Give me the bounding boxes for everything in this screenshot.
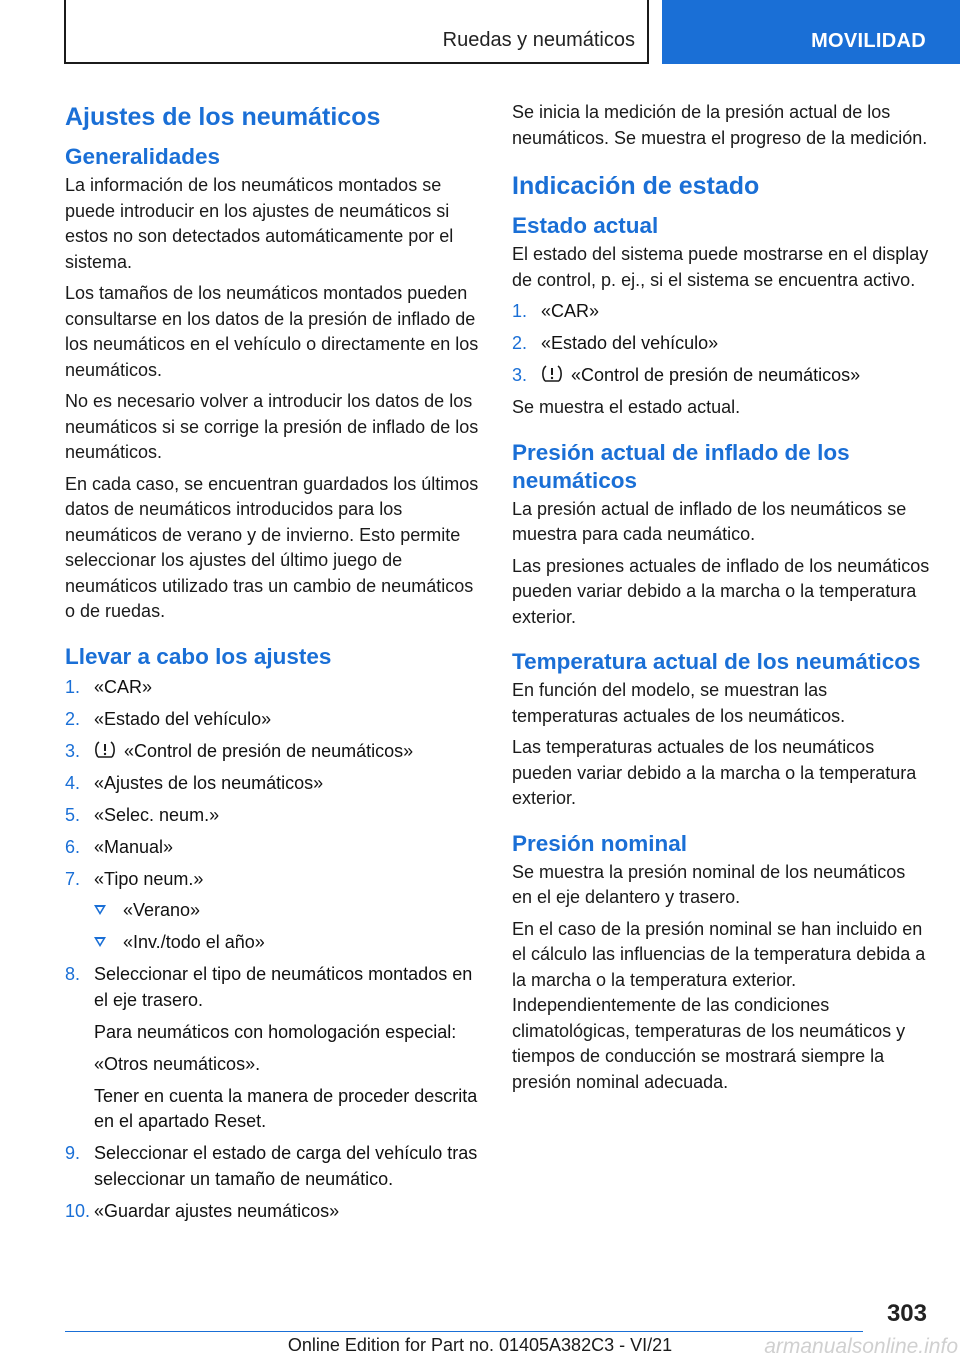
- header-section-title: Ruedas y neumáticos: [442, 29, 635, 51]
- step-number: 9.: [65, 1143, 81, 1163]
- current-temperature-heading: Temperatura actual de los neumáticos: [512, 649, 921, 674]
- step-text: «Manual»: [94, 836, 174, 857]
- nominal-paragraph: Se muestra la presión nominal de los neumáticos en el eje delantero y trasero.: [512, 861, 906, 907]
- step-number: 4.: [65, 772, 81, 793]
- list-item: [65, 835, 483, 861]
- step-text: «Tipo neum.»: [94, 868, 204, 889]
- step-text: «Estado del vehículo»: [541, 333, 719, 353]
- step-number: 8.: [65, 964, 81, 984]
- list-item: [65, 803, 483, 829]
- nominal-paragraph: En el caso de la presión nominal se han incluido en el cálculo las influencias de la temperatura debida a la marcha o la temperatura exterior. Independientemente de las condiciones climatológicas, temperaturas de los neumáticos y tiempos de conducción se mostrará siempre la presión nominal adecuada.: [512, 918, 926, 1092]
- general-paragraph: No es necesario volver a introducir los datos de los neumáticos si se corrige la presión de inflado de los neumáticos.: [65, 391, 479, 462]
- measurement-intro: Se inicia la medición de la presión actual de los neumáticos. Se muestra el progreso de la medición.: [512, 102, 928, 148]
- step-text: «Selec. neum.»: [94, 804, 220, 825]
- settings-heading: Llevar a cabo los ajustes: [65, 643, 332, 669]
- step-text: «Control de presión de neumáticos»: [124, 740, 414, 761]
- step-extra-text: Para neumáticos con homologación especial:: [94, 1021, 457, 1042]
- step-number: 2.: [512, 333, 528, 353]
- step-number: 5.: [65, 804, 81, 825]
- watermark: armanualsonline.info: [764, 1335, 958, 1358]
- step-number: 7.: [65, 868, 81, 889]
- tire-pressure-warning-icon: [541, 364, 563, 384]
- list-item: [94, 930, 483, 956]
- step-text: «CAR»: [541, 301, 600, 321]
- list-item: [65, 1199, 483, 1225]
- list-item: [65, 962, 483, 1135]
- general-heading: Generalidades: [65, 144, 221, 169]
- footer-edition: Online Edition for Part no. 01405A382C3 - VI/21: [287, 1335, 673, 1355]
- left-column: [65, 100, 483, 1231]
- triangle-bullet-icon: [94, 905, 106, 915]
- temperature-paragraph: Las temperaturas actuales de los neumáticos pueden variar debido a la marcha o la temperatura exterior.: [512, 737, 917, 808]
- step-number: 1.: [65, 676, 81, 697]
- general-paragraph: En cada caso, se encuentran guardados los últimos datos de neumáticos introducidos para los neumáticos de verano y de invierno. Esto permite seleccionar los ajustes del último juego de neumáticos utilizado tras un cambio de neumáticos o de ruedas.: [65, 473, 479, 621]
- tire-type-options: [94, 898, 483, 956]
- list-item: [65, 867, 483, 956]
- pressure-paragraph: La presión actual de inflado de los neumáticos se muestra para cada neumático.: [512, 498, 907, 544]
- triangle-bullet-icon: [94, 937, 106, 947]
- general-paragraph: Los tamaños de los neumáticos montados pueden consultarse en los datos de la presión de inflado de los neumáticos en el vehículo o directamente en los neumáticos.: [65, 283, 479, 380]
- current-status-after: Se muestra el estado actual.: [512, 397, 741, 417]
- list-item: [512, 363, 930, 389]
- footer-divider: [65, 1331, 863, 1332]
- step-number: 3.: [65, 740, 81, 761]
- step-number: 6.: [65, 836, 81, 857]
- list-item: [65, 1141, 483, 1192]
- step-number: 10.: [65, 1200, 91, 1221]
- settings-steps: [65, 675, 483, 1225]
- list-item: [94, 898, 483, 924]
- status-steps: [512, 299, 930, 389]
- step-text: Seleccionar el estado de carga del vehículo tras seleccionar un tamaño de neumático.: [94, 1143, 478, 1189]
- header-chapter-title: MOVILIDAD: [811, 30, 926, 52]
- list-item: [512, 331, 930, 357]
- list-item: [512, 299, 930, 325]
- page-number: 303: [886, 1300, 927, 1327]
- right-column: [512, 100, 930, 1101]
- current-status-paragraph: El estado del sistema puede mostrarse en el display de control, p. ej., si el sistema se encuentra activo.: [512, 244, 929, 290]
- step-extra-text: «Otros neumáticos».: [94, 1053, 261, 1074]
- option-text: «Verano»: [123, 900, 201, 920]
- header-chapter-tab: [662, 0, 960, 64]
- step-text: «Ajustes de los neumáticos»: [94, 772, 324, 793]
- temperature-paragraph: En función del modelo, se muestran las temperaturas actuales de los neumáticos.: [512, 680, 846, 726]
- nominal-pressure-heading: Presión nominal: [512, 830, 688, 856]
- header-section-box: [64, 0, 649, 64]
- list-item: [65, 771, 483, 797]
- step-extra-text: Tener en cuenta la manera de proceder descrita en el apartado Reset.: [94, 1085, 478, 1131]
- option-text: «Inv./todo el año»: [123, 932, 265, 952]
- step-text: «CAR»: [94, 676, 153, 697]
- step-text: «Estado del vehículo»: [94, 708, 272, 729]
- general-paragraph: La información de los neumáticos montados se puede introducir en los ajustes de neumáticos si estos no son detectados automáticamente por el sistema.: [65, 175, 454, 272]
- step-number: 2.: [65, 708, 81, 729]
- list-item: [65, 707, 483, 733]
- pressure-paragraph: Las presiones actuales de inflado de los neumáticos pueden variar debido a la marcha o la temperatura exterior.: [512, 555, 930, 627]
- status-title: Indicación de estado: [512, 172, 760, 200]
- step-text: «Guardar ajustes neumáticos»: [94, 1200, 340, 1221]
- step-text: Seleccionar el tipo de neumáticos montados en el eje trasero.: [94, 964, 473, 1010]
- step-number: 1.: [512, 301, 528, 321]
- tire-pressure-warning-icon: [94, 740, 116, 760]
- current-pressure-heading: Presión actual de inflado de los neumáticos: [512, 439, 850, 493]
- tire-settings-title: Ajustes de los neumáticos: [65, 103, 381, 131]
- step-number: 3.: [512, 365, 528, 385]
- list-item: [65, 675, 483, 701]
- current-status-heading: Estado actual: [512, 213, 659, 238]
- list-item: [65, 739, 483, 765]
- step-text: «Control de presión de neumáticos»: [571, 365, 861, 385]
